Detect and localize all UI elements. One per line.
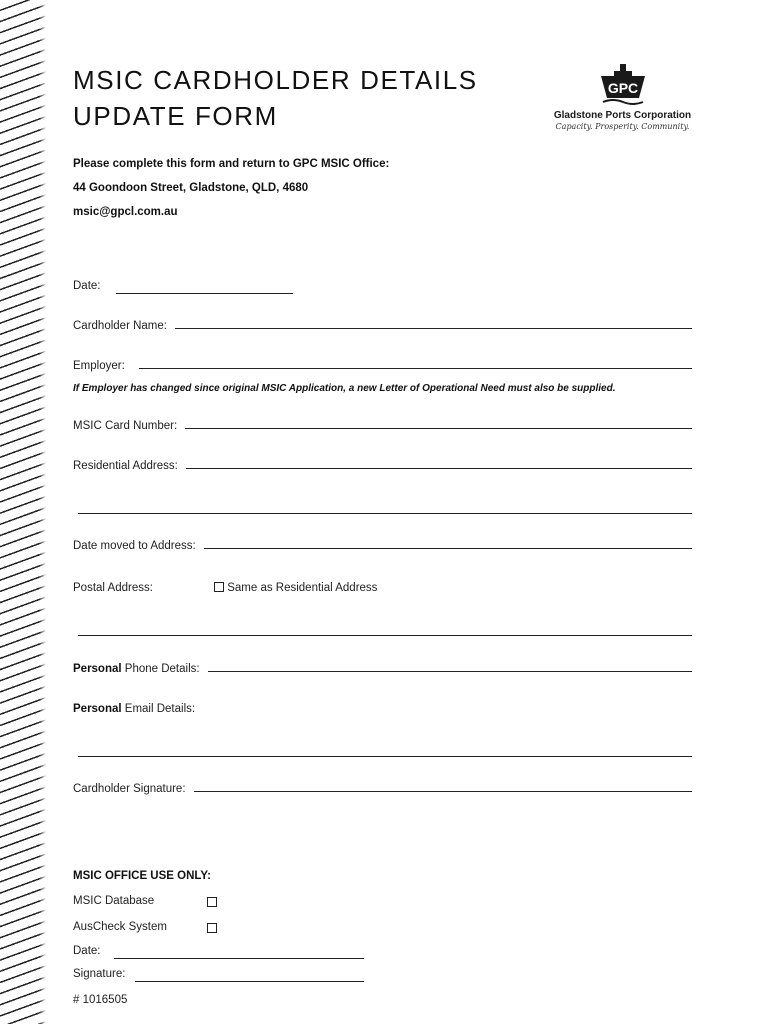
- email-field[interactable]: [78, 756, 692, 757]
- phone-label-bold: Personal: [73, 663, 122, 675]
- auscheck-checkbox[interactable]: [207, 923, 217, 933]
- office-signature-field[interactable]: [135, 981, 364, 982]
- office-use-heading: MSIC OFFICE USE ONLY:: [73, 870, 212, 882]
- residential-address-row: [73, 460, 692, 472]
- date-field[interactable]: [116, 293, 293, 294]
- cardholder-signature-label: Cardholder Signature:: [73, 783, 186, 795]
- intro-email: msic@gpcl.com.au: [73, 206, 178, 218]
- card-number-label: MSIC Card Number:: [73, 420, 178, 432]
- cardholder-name-field[interactable]: [175, 328, 692, 329]
- logo-emblem-text: GPC: [607, 80, 638, 96]
- date-moved-field[interactable]: [204, 548, 692, 549]
- form-title-line-2: UPDATE FORM: [73, 101, 278, 131]
- cardholder-name-label: Cardholder Name:: [73, 320, 167, 332]
- gpc-logo: [540, 64, 705, 144]
- form-title: [73, 62, 478, 134]
- employer-label: Employer:: [73, 360, 125, 372]
- auscheck-label: AusCheck System: [73, 921, 167, 933]
- employer-note: If Employer has changed since original MSIC Application, a new Letter of Operational Need must also be supplied.: [73, 383, 616, 394]
- cardholder-name-row: [73, 320, 692, 332]
- residential-address-field[interactable]: [186, 468, 692, 469]
- email-label: [73, 703, 195, 715]
- postal-address-field[interactable]: [78, 635, 692, 636]
- same-as-residential-checkbox[interactable]: [214, 582, 224, 592]
- decorative-hatch-border: [0, 0, 46, 1024]
- intro-address: 44 Goondoon Street, Gladstone, QLD, 4680: [73, 182, 309, 194]
- msic-database-label: MSIC Database: [73, 895, 155, 907]
- logo-tagline: Capacity. Prosperity. Community.: [555, 122, 690, 131]
- intro-instruction: Please complete this form and return to GPC MSIC Office:: [73, 158, 390, 170]
- same-as-residential-label: Same as Residential Address: [227, 582, 378, 594]
- msic-database-checkbox[interactable]: [207, 897, 217, 907]
- residential-address-field-line-2[interactable]: [78, 513, 692, 514]
- phone-row: [73, 663, 692, 675]
- residential-address-label: Residential Address:: [73, 460, 178, 472]
- cardholder-signature-field[interactable]: [194, 791, 692, 792]
- office-signature-label: Signature:: [73, 968, 126, 980]
- form-title-line-1: MSIC CARDHOLDER DETAILS: [73, 65, 478, 95]
- ship-emblem-icon: [593, 64, 653, 108]
- phone-label-rest: Phone Details:: [121, 663, 200, 675]
- signature-row: [73, 783, 692, 795]
- phone-field[interactable]: [208, 671, 692, 672]
- card-number-field[interactable]: [185, 428, 692, 429]
- card-number-row: [73, 420, 692, 432]
- employer-field[interactable]: [139, 368, 692, 369]
- document-reference-number: # 1016505: [73, 994, 128, 1006]
- email-label-rest: Email Details:: [121, 703, 196, 715]
- office-date-label: Date:: [73, 945, 101, 957]
- phone-label: [73, 663, 208, 675]
- date-moved-label: Date moved to Address:: [73, 540, 196, 552]
- office-date-field[interactable]: [114, 958, 364, 959]
- date-moved-row: [73, 540, 692, 552]
- date-label: Date:: [73, 280, 101, 292]
- logo-company-name: Gladstone Ports Corporation: [553, 110, 692, 121]
- postal-address-label: Postal Address:: [73, 582, 153, 594]
- email-label-bold: Personal: [73, 703, 122, 715]
- same-as-residential-option[interactable]: [214, 582, 377, 594]
- employer-row: [73, 360, 692, 372]
